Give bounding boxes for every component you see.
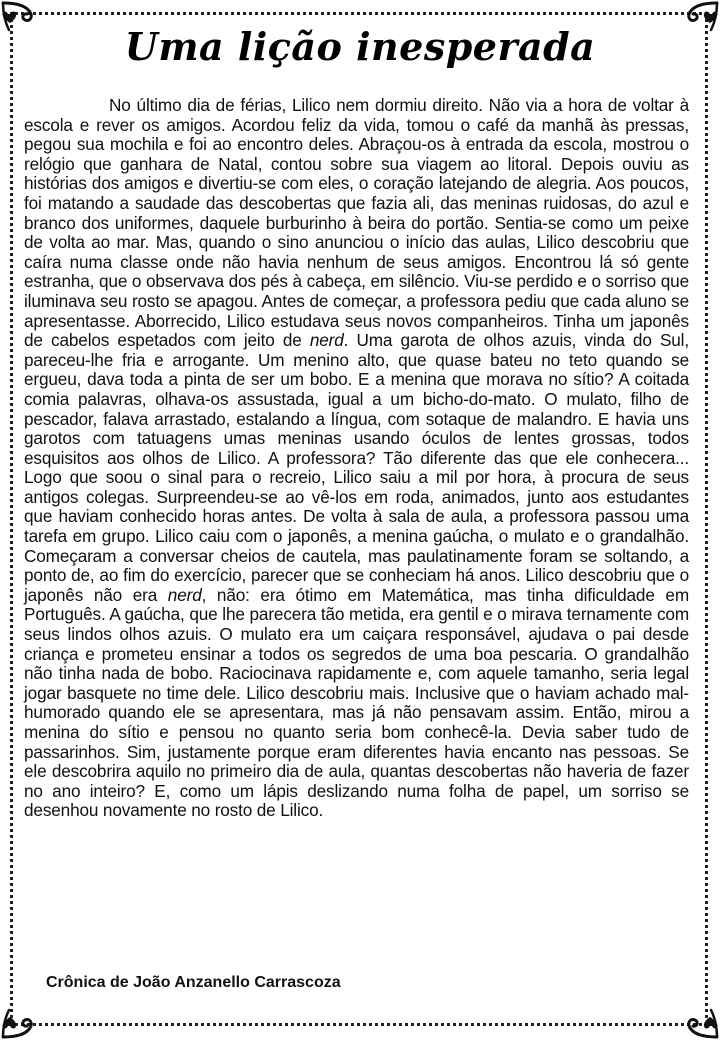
text-segment: , não: era ótimo em Matemática, mas tinha dificuldade em Português. A gaúcha, que lhe parecera tão metida, era gentil e o mirava ternamente com seus lindos olhos azuis. O mulato era um caiçara responsável, ajudava o pai desde criança e prometeu ensinar a todos os segredos de uma boa pescaria. O grandalhão não tinha nada de bobo. Raciocinava rapidamente e, com aquele tamanho, seria legal jogar basquete no time dele. Lilico descobriu mais. Inclusive que o haviam achado mal-humorado quando ele se apresentara, mas já não pensavam assim. Então, mirou a menina do sítio e pensou no quanto seria bom conhecê-la. Devia saber tudo de passarinhos. Sim, justamente porque eram diferentes havia encanto nas pessoas. Se ele descobrira aquilo no primeiro dia de aula, quantas descobertas não haveria de fazer no ano inteiro? E, como um lápis deslizando numa folha de papel, um sorriso se desenhou novamente no rosto de Lilico. bbox=[24, 584, 689, 821]
corner-swirl-heart-icon bbox=[674, 1006, 720, 1040]
italic-word: nerd bbox=[309, 330, 344, 351]
chronicle-text bbox=[24, 96, 689, 821]
text-segment: No último dia de férias, Lilico nem dormiu direito. Não via a hora de voltar à escola e rever os amigos. Acordou feliz da vida, tomou o café da manhã às pressas, pegou sua mochila e foi ao encontro deles. Abraçou-os à entrada da escola, mostrou o relógio que ganhara de Natal, contou sobre sua viagem ao litoral. Depois ouviu as histórias dos amigos e divertiu-se com eles, o coração latejando de alegria. Aos poucos, foi matando a saudade das descobertas que fazia ali, das meninas ruidosas, do azul e branco dos uniformes, daquele burburinho à beira do portão. Sentia-se como um peixe de volta ao mar. Mas, quando o sino anunciou o início das aulas, Lilico descobriu que caíra numa classe onde não havia nenhum de seus amigos. Encontrou lá só gente estranha, que o observava dos pés à cabeça, em silêncio. Viu-se perdido e o sorriso que iluminava seu rosto se apagou. Antes de começar, a professora pediu que cada aluno se apresentasse. Aborrecido, Lilico estudava seus novos companheiros. Tinha um japonês de cabelos espetados com jeito de bbox=[24, 95, 689, 351]
text-segment: . Uma garota de olhos azuis, vinda do Sul, pareceu-lhe fria e arrogante. Um menino alto, que quase bateu no teto quando se ergueu, dava toda a pinta de ser um bobo. E a menina que morava no sítio? A coitada comia palavras, olhava-os assustada, igual a um bicho-do-mato. O mulato, filho de pescador, falava arrastado, estalando a língua, com sotaque de malandro. E havia uns garotos com tatuagens umas meninas usando óculos de lentes grossas, todos esquisitos aos olhos de Lilico. A professora? Tão diferente das que ele conhecera... Logo que soou o sinal para o recreio, Lilico saiu a mil por hora, à procura de seus antigos colegas. Surpreendeu-se ao vê-los em roda, animados, junto aos estudantes que haviam conhecido horas antes. De volta à sala de aula, a professora passou uma tarefa em grupo. Lilico caiu com o japonês, a menina gaúcha, o mulato e o grandalhão. Começaram a conversar cheios de cautela, mas paulatinamente foram se soltando, a ponto de, ao fim do exercício, parecer que se conheciam há anos. Lilico descobriu que o japonês não era bbox=[24, 330, 689, 605]
corner-swirl-heart-icon bbox=[0, 1006, 46, 1040]
page-title: Uma lição inesperada bbox=[124, 24, 596, 69]
author-credit: Crônica de João Anzanello Carrascoza bbox=[46, 974, 341, 991]
italic-word: nerd bbox=[167, 584, 202, 605]
